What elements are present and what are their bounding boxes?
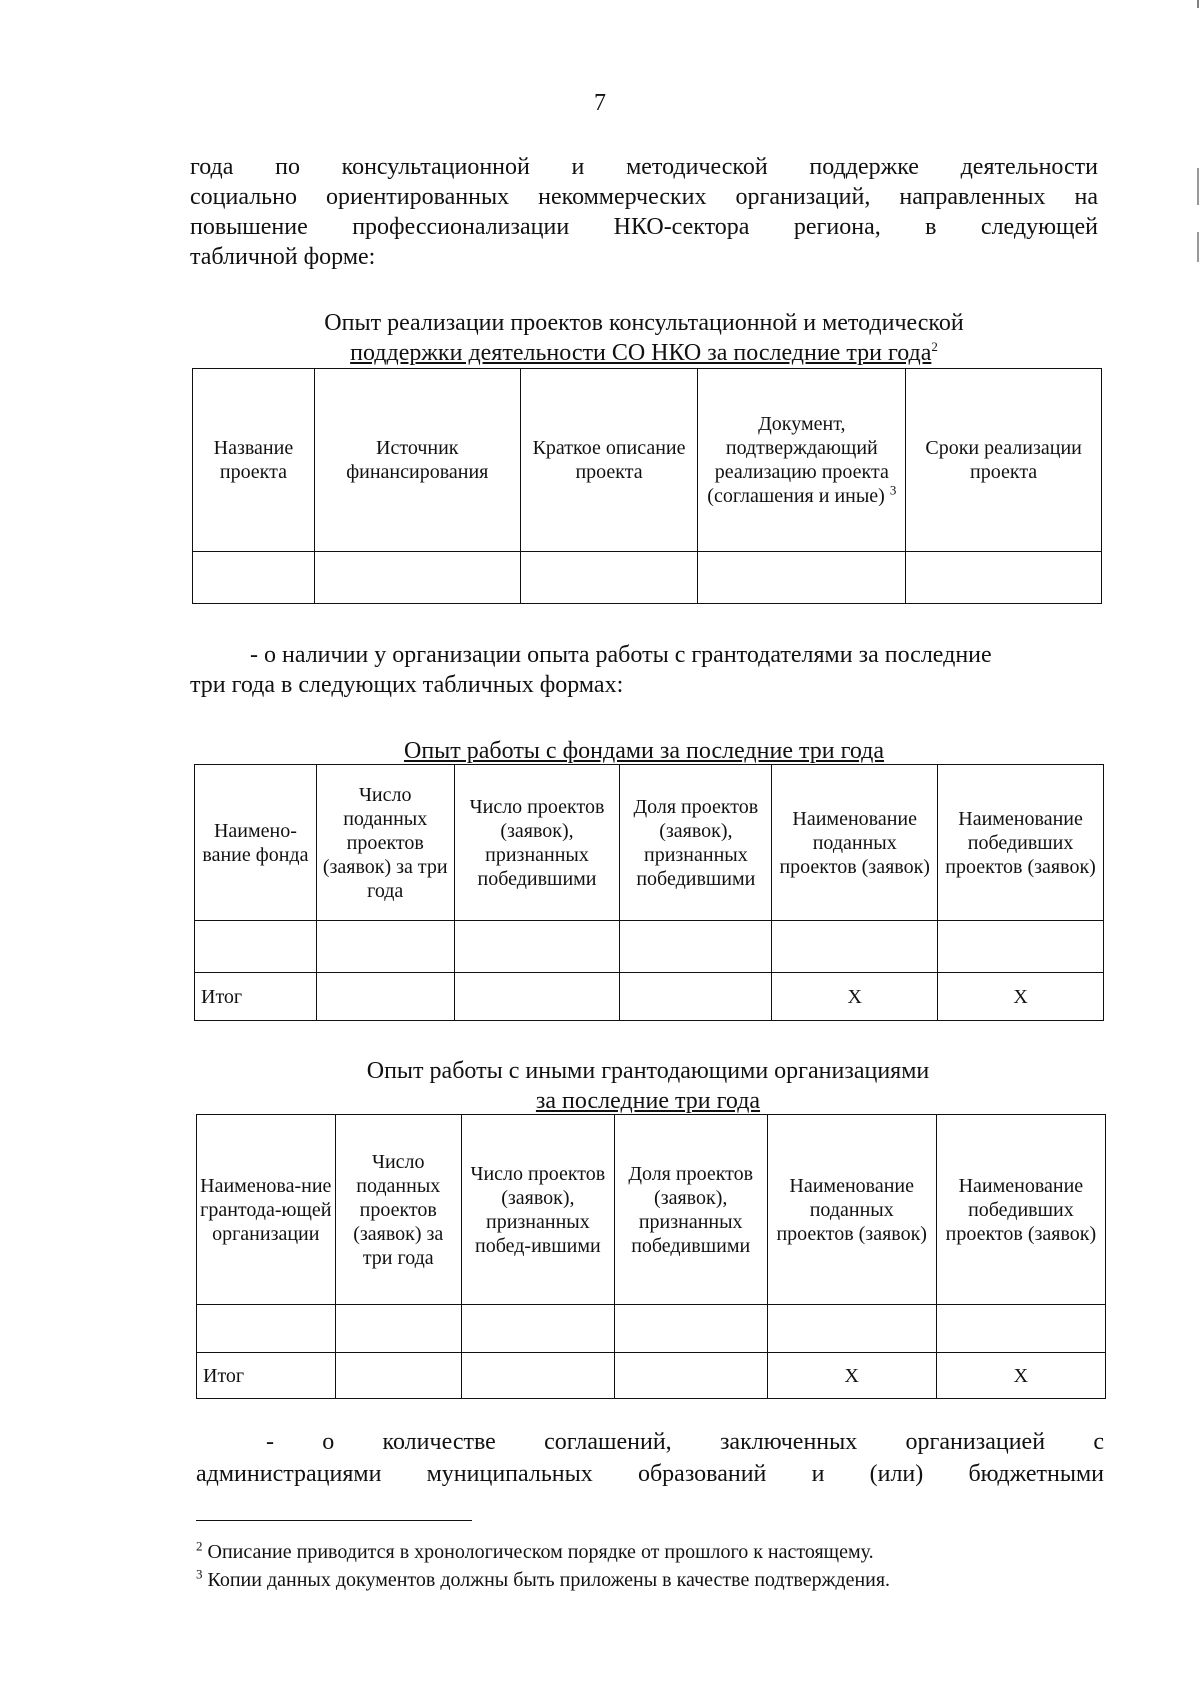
intro-line: табличной форме: xyxy=(190,244,376,270)
table1-header-text: Документ, подтверждающий реализацию проекта (соглашения и иные) xyxy=(707,413,889,507)
table1-header-cell: Краткое описание проекта xyxy=(520,369,698,552)
bullet-grantors-line2: три года в следующих табличных формах: xyxy=(190,672,624,698)
table1-empty-cell xyxy=(906,552,1102,604)
footnote-mark: 2 xyxy=(196,1538,203,1554)
bullet-agreements-line: - о количестве соглашений, заключенных организацией с xyxy=(266,1429,1104,1455)
table2-header-cell: Наимено-вание фонда xyxy=(195,765,317,921)
table3-header-cell: Число поданных проектов (заявок) за три года xyxy=(335,1115,461,1305)
table3-empty-cell xyxy=(461,1305,614,1353)
table1-header-cell: Название проекта xyxy=(193,369,315,552)
intro-line: года по консультационной и методической поддержке деятельности xyxy=(190,154,1098,180)
table2-empty-cell xyxy=(454,921,620,973)
table1-caption xyxy=(190,308,1098,368)
table2-header-cell: Доля проектов (заявок), признанных победившими xyxy=(620,765,772,921)
scan-edge-marks xyxy=(1194,0,1200,1700)
table3-header-cell: Число проектов (заявок), признанных побед-ившими xyxy=(461,1115,614,1305)
table3-other-grantors xyxy=(196,1114,1106,1399)
table1-empty-cell xyxy=(193,552,315,604)
table1-empty-cell xyxy=(698,552,906,604)
table2-empty-cell xyxy=(772,921,938,973)
table3-empty-cell xyxy=(335,1305,461,1353)
table1-caption-line1: Опыт реализации проектов консультационной и методической xyxy=(324,310,964,336)
table2-empty-cell xyxy=(620,973,772,1021)
table2-empty-cell xyxy=(316,921,454,973)
table3-header-cell: Доля проектов (заявок), признанных победившими xyxy=(614,1115,767,1305)
footnote-text: Описание приводится в хронологическом порядке от прошлого к настоящему. xyxy=(207,1541,874,1563)
table3-header-cell: Наименова-ние грантода-ющей организации xyxy=(197,1115,336,1305)
footnote-item xyxy=(196,1538,890,1566)
bullet-grantors xyxy=(190,640,1100,700)
bullet-grantors-line1: - о наличии у организации опыта работы с грантодателями за последние xyxy=(250,642,992,668)
table2-empty-cell xyxy=(195,921,317,973)
table3-empty-cell xyxy=(614,1305,767,1353)
table1-projects xyxy=(192,368,1102,604)
bullet-agreements xyxy=(196,1426,1104,1490)
table2-funds xyxy=(194,764,1104,1021)
table3-x-mark: X xyxy=(936,1353,1105,1399)
table3-empty-cell xyxy=(335,1353,461,1399)
table2-empty-cell xyxy=(316,973,454,1021)
table2-caption-text: Опыт работы с фондами за последние три года xyxy=(403,738,885,764)
table2-empty-cell xyxy=(454,973,620,1021)
table2-caption xyxy=(190,736,1098,766)
footnotes xyxy=(196,1538,890,1594)
bullet-agreements-line: администрациями муниципальных образований и (или) бюджетными xyxy=(196,1461,1104,1487)
table1-caption-line2: поддержки деятельности СО НКО за последние три года xyxy=(350,340,932,366)
intro-line: социально ориентированных некоммерческих организаций, направленных на xyxy=(190,184,1098,210)
table2-empty-cell xyxy=(938,921,1104,973)
table3-empty-cell xyxy=(461,1353,614,1399)
table1-caption-footnote-mark: 2 xyxy=(931,339,938,354)
table3-caption-line1: Опыт работы с иными грантодающими организациями xyxy=(366,1058,930,1084)
table2-header-cell: Число проектов (заявок), признанных победившими xyxy=(454,765,620,921)
table2-header-cell: Наименование победивших проектов (заявок) xyxy=(938,765,1104,921)
table2-x-mark: X xyxy=(938,973,1104,1021)
table3-empty-cell xyxy=(767,1305,936,1353)
intro-paragraph xyxy=(190,152,1098,272)
page-number: 7 xyxy=(594,90,606,116)
footnote-text: Копии данных документов должны быть приложены в качестве подтверждения. xyxy=(207,1569,891,1591)
intro-line: повышение профессионализации НКО-сектора региона, в следующей xyxy=(190,214,1098,240)
table3-empty-cell xyxy=(614,1353,767,1399)
table1-header-cell xyxy=(698,369,906,552)
footnote-divider xyxy=(196,1520,472,1521)
table3-x-mark: X xyxy=(767,1353,936,1399)
table3-caption xyxy=(194,1056,1102,1116)
table1-empty-cell xyxy=(520,552,698,604)
table1-header-cell: Сроки реализации проекта xyxy=(906,369,1102,552)
table3-header-cell: Наименование победивших проектов (заявок) xyxy=(936,1115,1105,1305)
table3-caption-line2: за последние три года xyxy=(535,1088,761,1114)
table1-empty-cell xyxy=(314,552,520,604)
footnote-mark: 3 xyxy=(196,1566,203,1582)
table3-header-cell: Наименование поданных проектов (заявок) xyxy=(767,1115,936,1305)
table2-header-cell: Наименование поданных проектов (заявок) xyxy=(772,765,938,921)
table2-total-label: Итог xyxy=(195,973,317,1021)
table2-header-cell: Число поданных проектов (заявок) за три года xyxy=(316,765,454,921)
table3-empty-cell xyxy=(936,1305,1105,1353)
table3-total-label: Итог xyxy=(197,1353,336,1399)
table2-empty-cell xyxy=(620,921,772,973)
table2-x-mark: X xyxy=(772,973,938,1021)
table1-header-cell: Источник финансирования xyxy=(314,369,520,552)
table3-empty-cell xyxy=(197,1305,336,1353)
table1-header-footnote-mark: 3 xyxy=(889,482,897,498)
footnote-item xyxy=(196,1566,890,1594)
